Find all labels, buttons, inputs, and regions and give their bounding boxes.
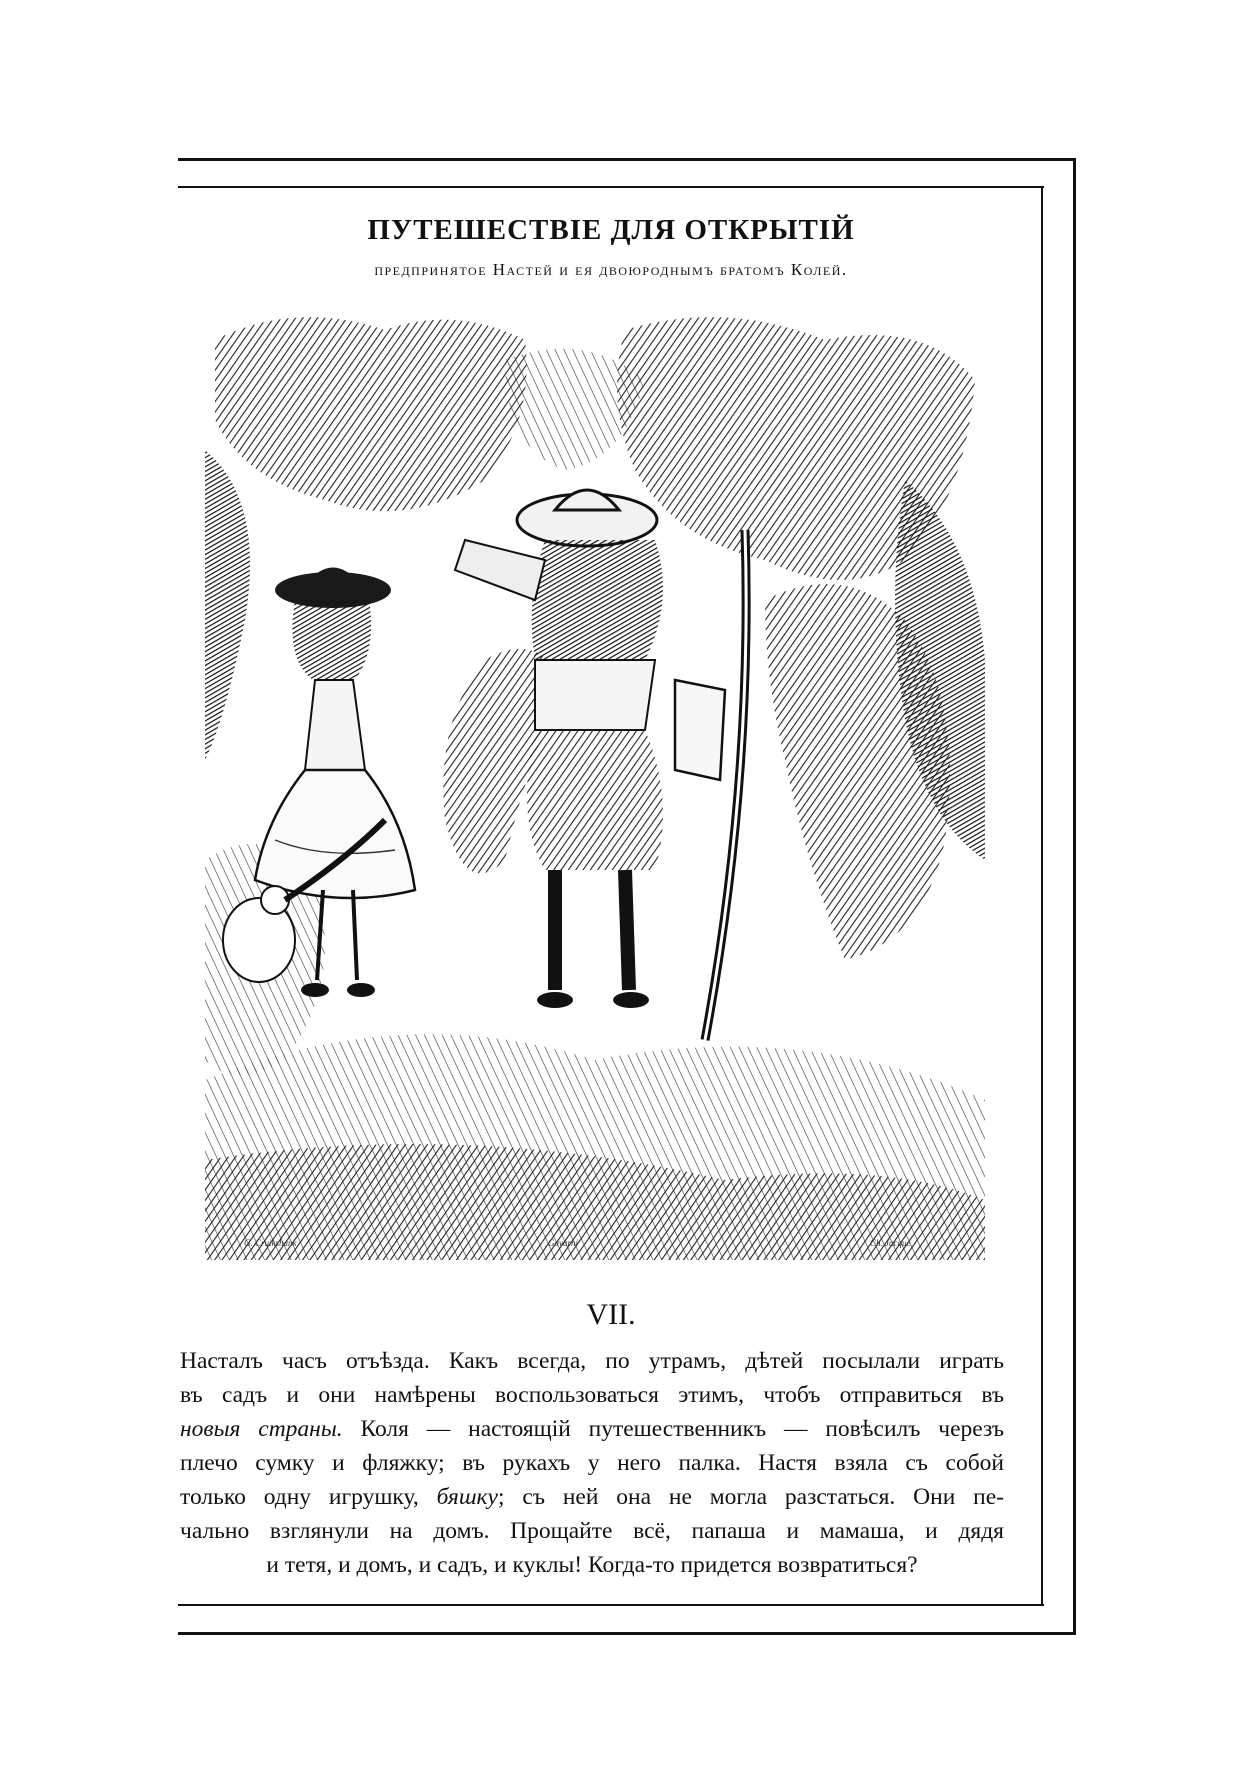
chapter-number: VII. (586, 1298, 636, 1331)
frame-rule-right-outer (1073, 160, 1076, 1634)
engraving-illustration (205, 300, 985, 1260)
paragraph-text: ; съ ней она не могла разстаться. Они пе- (497, 1484, 1004, 1510)
paragraph-line (180, 1412, 1004, 1446)
engraver-credit-right: Ch. Jacque (870, 1238, 911, 1248)
paragraph-text: Коля — настоящій путешественникъ — повѣсилъ черезъ (342, 1416, 1004, 1442)
page-title: ПУТЕШЕСТВІЕ ДЛЯ ОТКРЫТІЙ (367, 214, 855, 246)
paragraph-text: только одну игрушку, (180, 1484, 437, 1510)
paragraph-line-last: и тетя, и домъ, и садъ, и куклы! Когда-то придется возвратиться? (266, 1552, 918, 1578)
frame-rule-top-inner (178, 186, 1044, 188)
frame-rule-bottom-outer (178, 1632, 1076, 1635)
ground-path (205, 1034, 985, 1260)
paragraph-line: въ садъ и они намѣрены воспользоваться этимъ, чтобъ отправиться въ (180, 1382, 1004, 1408)
paragraph-line: плечо сумку и фляжку; въ рукахъ у него палка. Настя взяла съ собой (180, 1450, 1004, 1476)
frame-rule-right-inner (1041, 188, 1043, 1606)
paragraph-line (180, 1480, 1004, 1514)
paragraph-line: Насталъ часъ отъѣзда. Какъ всегда, по утрамъ, дѣтей посылали играть (180, 1348, 1004, 1374)
paragraph-line: чально взглянули на домъ. Прощайте всё, папаша и мамаша, и дядя (180, 1518, 1004, 1544)
page-subtitle: предпринятое Настей и ея двоюроднымъ братомъ Колей. (374, 260, 848, 279)
emphasis-text: бяшку (436, 1484, 498, 1510)
girl-figure (223, 568, 415, 998)
frame-rule-bottom-inner (178, 1604, 1044, 1606)
emphasis-text: новыя страны. (180, 1416, 343, 1442)
frame-rule-top-outer (178, 158, 1076, 161)
body-paragraph (180, 1344, 1004, 1582)
engraver-credit-left: G. Cruikshank (244, 1238, 297, 1248)
engraver-credit-center: Gavarni (548, 1238, 578, 1248)
